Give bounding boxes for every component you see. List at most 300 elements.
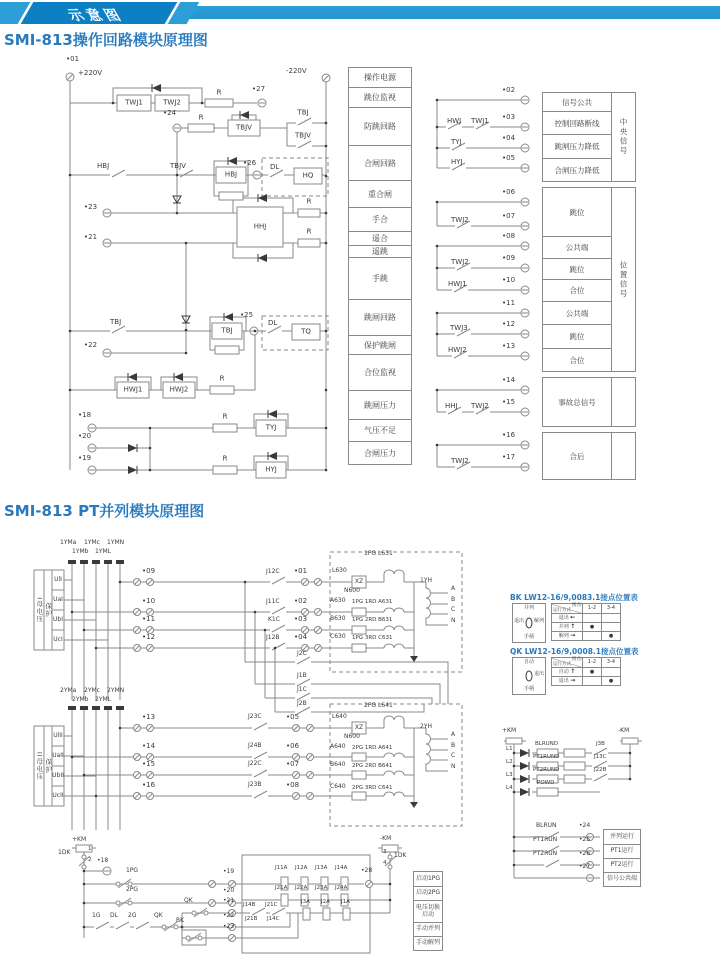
mode-arrow: →: [570, 677, 576, 684]
schematic-label: •23: [223, 923, 235, 930]
table-row: [552, 668, 621, 677]
schematic-label: L630: [332, 567, 347, 574]
signal-row: 信号公共: [562, 97, 592, 107]
schematic-label: J22B: [594, 767, 607, 773]
schematic-label: TWJ3: [450, 324, 468, 332]
schematic-label: 2YMa: [60, 687, 77, 694]
schematic-label: •09: [502, 254, 516, 262]
schematic-label: •03: [502, 113, 516, 121]
signal-row: 合位: [543, 348, 611, 371]
schematic-label: J22A: [295, 885, 308, 891]
mode-cell: [552, 632, 583, 641]
schematic-label: 2YMb: [72, 696, 89, 703]
schematic-label: PT2RUN: [533, 850, 558, 857]
mode-label: 并列: [558, 624, 571, 630]
schematic-label: UcI: [53, 636, 63, 643]
function-row: 遥跳: [348, 245, 412, 258]
schematic-label: J14A: [335, 865, 348, 871]
schematic-label: DL: [270, 163, 280, 171]
schematic-label: R: [222, 454, 228, 463]
signal-row: 事故总信号: [558, 397, 596, 407]
schematic-label: •12: [142, 633, 156, 641]
table-row: [552, 623, 621, 632]
schematic-label: 3: [383, 849, 387, 855]
schematic-label: J11A: [275, 865, 288, 871]
schematic-label: BLRUND: [535, 741, 559, 747]
function-row: 跳闸回路: [348, 299, 412, 336]
mode-arrow: ↑: [570, 623, 576, 630]
schematic-label: •22: [223, 912, 235, 919]
contact-cell: ●: [583, 623, 602, 632]
schematic-label: •20: [78, 432, 92, 440]
switch-label: 自动: [523, 659, 535, 665]
schematic-label: TWJ2: [451, 457, 469, 465]
schematic-label: HBJ: [224, 170, 238, 179]
list-row: 启动1PG: [415, 874, 441, 882]
schematic-label: 2: [88, 857, 92, 863]
signal-row: 公共端: [543, 301, 611, 324]
schematic-label: TBJ: [110, 318, 122, 326]
schematic-label: J2C: [297, 650, 307, 657]
list-row: 并列运行: [609, 832, 634, 840]
schematic-label: J23B: [248, 781, 262, 788]
schematic-label: 1YMa: [60, 539, 77, 546]
switch-label: 手柄: [523, 634, 535, 640]
schematic-label: J1C: [297, 686, 307, 693]
schematic-label: J11C: [266, 598, 280, 605]
signal-row: 跳位: [569, 207, 585, 217]
schematic-label: +220V: [78, 69, 103, 77]
schematic-label: C: [451, 752, 456, 759]
diagram2-title: SMI-813 PT并列模块原理图: [4, 502, 205, 520]
schematic-label: R: [198, 113, 204, 122]
schematic-label: •07: [286, 760, 300, 768]
schematic-label: TBJV: [236, 123, 252, 132]
schematic-label: J23A: [315, 885, 328, 891]
schematic-label: UbI: [53, 616, 63, 623]
list-row: PT2运行: [604, 858, 640, 872]
schematic-label: 1DK: [58, 849, 71, 856]
banner-title: 示意图: [64, 8, 129, 24]
schematic-label: •02: [502, 86, 516, 94]
schematic-label: HHJ: [445, 402, 458, 410]
schematic-label: •20: [223, 887, 235, 894]
mode-label: 退出: [558, 615, 571, 621]
schematic-label: J23C: [248, 713, 262, 720]
switch-handle-icon: [526, 671, 533, 682]
schematic-label: •11: [502, 299, 516, 307]
schematic-label: TBJV: [170, 162, 186, 170]
schematic-label: HHJ: [253, 222, 267, 231]
schematic-label: TWJ2: [471, 402, 489, 410]
schematic-label: 2PG 1RD A641: [352, 745, 393, 751]
schematic-label: •25: [579, 836, 591, 843]
schematic-label: I母电压: [35, 597, 44, 623]
schematic-label: •06: [502, 188, 516, 196]
schematic-label: A: [451, 585, 456, 592]
schematic-label: L640: [332, 713, 347, 720]
schematic-label: •18: [97, 857, 109, 864]
function-row: 气压不足: [348, 419, 412, 442]
function-row: 合闸回路: [348, 145, 412, 181]
schematic-label: •26: [579, 850, 591, 857]
schematic-label: R: [306, 197, 312, 206]
schematic-label: K1C: [268, 616, 280, 623]
table-row: [552, 614, 621, 623]
schematic-label: -220V: [286, 67, 307, 75]
schematic-label: J21A: [275, 885, 288, 891]
mode-arrow: →: [570, 632, 576, 639]
schematic-label: C640: [330, 783, 346, 790]
contact-cell: [583, 632, 602, 641]
schematic-label: J3A: [301, 899, 310, 905]
schematic-label: J12A: [295, 865, 308, 871]
signal-group: [542, 377, 612, 427]
mode-cell: [552, 668, 583, 677]
contact-cell: ●: [583, 668, 602, 677]
schematic-label: PT1RUND: [533, 754, 560, 760]
schematic-label: HWJ1: [448, 280, 467, 288]
table-row: [552, 632, 621, 641]
schematic-label: HWJ1: [123, 385, 143, 394]
schematic-label: HWJ2: [448, 346, 467, 354]
schematic-label: •04: [502, 134, 516, 142]
function-row: 手跳: [348, 257, 412, 300]
signal-row: 跳位: [543, 324, 611, 348]
list-row: 信号公共端: [604, 872, 640, 886]
schematic-label: 1YML: [95, 548, 112, 555]
mode-label: 自动: [558, 669, 571, 675]
schematic-label: XZ: [354, 724, 364, 731]
function-row: 操作电源: [348, 67, 412, 88]
schematic-label: A630: [330, 597, 346, 604]
schematic-label: 2YH: [420, 723, 432, 730]
list-row: PT1运行: [604, 844, 640, 858]
schematic-label: DL: [268, 319, 278, 327]
schematic-label: 2YML: [95, 696, 112, 703]
schematic-label: •10: [142, 597, 156, 605]
schematic-label: J14B: [243, 902, 256, 908]
schematic-label: J24A: [335, 885, 348, 891]
signal-row: 合位: [543, 279, 611, 301]
schematic-label: 1YMN: [107, 539, 125, 546]
schematic-label: 保护: [44, 758, 53, 774]
schematic-label: 2PG 2RD B641: [352, 763, 393, 769]
schematic-label: 2PG L641: [364, 702, 393, 709]
schematic-label: R: [219, 374, 225, 383]
start-function-table: [413, 871, 443, 951]
schematic-label: B: [451, 596, 456, 603]
schematic-label: •21: [223, 897, 235, 904]
schematic-label: TBJV: [295, 131, 311, 140]
contact-cell: [602, 668, 621, 677]
schematic-label: •09: [142, 567, 156, 575]
schematic-label: TQ: [301, 327, 311, 336]
schematic-label: •14: [502, 376, 516, 384]
schematic-label: UaII: [52, 752, 64, 759]
function-row: 保护跳闸: [348, 335, 412, 355]
switch-label: 手柄: [523, 686, 535, 692]
switch-label: 并列: [523, 605, 535, 611]
schematic-label: PT2RUND: [533, 767, 560, 773]
schematic-label: •12: [502, 320, 516, 328]
schematic-label: J1B: [297, 672, 307, 679]
schematic-label: •05: [286, 713, 300, 721]
corner-bottom-label: 运行方式: [553, 661, 571, 667]
schematic-label: J14C: [267, 916, 280, 922]
schematic-label: N600: [344, 587, 360, 594]
schematic-label: HWJ2: [169, 385, 189, 394]
schematic-label: •10: [502, 276, 516, 284]
schematic-label: TWJ2: [451, 258, 469, 266]
signal-group: [542, 432, 612, 480]
schematic-label: J1A: [341, 899, 350, 905]
schematic-label: •19: [78, 454, 92, 462]
schematic-label: QK: [184, 897, 193, 904]
signal-group: [542, 92, 612, 182]
contact-cell: [583, 614, 602, 623]
schematic-label: J21B: [245, 916, 258, 922]
schematic-label: +KM: [502, 727, 517, 734]
list-row: 手动解列: [414, 936, 442, 950]
signal-row: 合闸压力降低: [543, 158, 611, 181]
schematic-label: 2YMN: [107, 687, 125, 694]
mode-cell: [552, 677, 583, 686]
contact-cell: ●: [602, 632, 621, 641]
function-row: 手合: [348, 207, 412, 232]
schematic-label: L1: [506, 746, 513, 752]
switch-label: 退出: [533, 671, 544, 677]
schematic-label: TWJ2: [163, 98, 181, 107]
schematic-label: •08: [286, 781, 300, 789]
corner-cell: [552, 658, 583, 668]
schematic-label: TWJ1: [471, 117, 489, 125]
schematic-label: TWJ2: [451, 216, 469, 224]
schematic-label: +KM: [72, 836, 87, 843]
schematic-label: •26: [243, 159, 257, 167]
contact-position-grid: [551, 657, 621, 686]
mode-label: 退出: [558, 678, 571, 684]
list-row: 启动2PG: [414, 886, 442, 900]
signal-side-cell: 中央信号: [611, 92, 636, 182]
schematic-label: C: [451, 606, 456, 613]
schematic-label: B640: [330, 761, 346, 768]
schematic-label: HWJ: [447, 117, 462, 125]
contact-cell: [602, 614, 621, 623]
function-row: 遥合: [348, 231, 412, 246]
schematic-label: 1YMc: [84, 539, 100, 546]
schematic-label: 1: [88, 846, 92, 852]
schematic-label: L3: [506, 772, 513, 778]
schematic-label: L2: [506, 759, 513, 765]
contact-cell: ●: [602, 677, 621, 686]
function-row: 跳位监视: [348, 87, 412, 108]
schematic-label: 1YMb: [72, 548, 89, 555]
schematic-label: TWJ1: [125, 98, 143, 107]
schematic-label: L4: [506, 785, 513, 791]
schematic-label: •02: [294, 597, 308, 605]
schematic-label: •01: [66, 55, 80, 63]
column-header: 1-2: [583, 604, 602, 614]
switch-handle-icon: [526, 618, 533, 629]
mode-arrow: ↑: [570, 668, 576, 675]
column-header: 3-4: [602, 604, 621, 614]
schematic-label: TBJ: [297, 108, 309, 117]
signal-side-cell: [611, 377, 636, 427]
contact-cell: [583, 677, 602, 686]
schematic-label: •13: [142, 713, 156, 721]
schematic-label: TYJ: [265, 423, 277, 432]
mode-cell: [552, 614, 583, 623]
qk-contact-table: [551, 657, 621, 686]
schematic-label: 2PG: [126, 886, 139, 893]
signal-row: 跳位: [543, 258, 611, 279]
contact-position-grid: [551, 603, 621, 641]
schematic-label: TBJ: [221, 326, 233, 335]
schematic-label: J2A: [321, 899, 330, 905]
run-signal-table: [603, 829, 641, 887]
schematic-label: HYJ: [451, 158, 463, 166]
schematic-label: 1PG: [126, 867, 139, 874]
mode-label: 解列: [558, 633, 571, 639]
schematic-label: •21: [84, 233, 98, 241]
list-row: 电压切换启动: [414, 900, 442, 922]
schematic-label: B630: [330, 615, 346, 622]
function-column: [348, 68, 412, 465]
switch-label: 解列: [533, 618, 544, 624]
schematic-label: •11: [142, 615, 156, 623]
schematic-label: 1PG L631: [364, 550, 393, 557]
column-header: 1-2: [583, 658, 602, 668]
schematic-label: •15: [502, 398, 516, 406]
schematic-label: PT1RUN: [533, 836, 558, 843]
schematic-label: -KM: [618, 727, 630, 734]
schematic-label: J13C: [594, 754, 607, 760]
schematic-label: 1G: [92, 912, 101, 919]
mode-arrow: ←: [570, 614, 576, 621]
schematic-label: •24: [163, 109, 177, 117]
schematic-label: J2B: [297, 700, 307, 707]
schematic-label: •16: [502, 431, 516, 439]
signal-row: 合后: [569, 451, 585, 461]
schematic-label: R: [216, 88, 222, 97]
qk-switch-symbol: [512, 657, 546, 695]
mode-cell: [552, 623, 583, 632]
schematic-label: HBJ: [97, 162, 110, 170]
table-row: [552, 658, 621, 668]
schematic-label: HQ: [302, 171, 314, 180]
signal-row: 跳闸压力降低: [543, 134, 611, 158]
schematic-label: J22C: [248, 760, 262, 767]
schematic-label: -KM: [380, 835, 392, 842]
schematic-label: J12C: [266, 568, 280, 575]
function-row: 跳闸压力: [348, 390, 412, 420]
function-row: 重合闸: [348, 180, 412, 208]
schematic-label: •27: [252, 85, 266, 93]
signal-row: 公共端: [543, 236, 611, 258]
schematic-label: J24B: [248, 742, 262, 749]
corner-top-label: 接点: [572, 603, 581, 608]
schematic-label: A640: [330, 743, 346, 750]
corner-bottom-label: 运行方式: [553, 607, 571, 613]
schematic-label: •15: [142, 760, 156, 768]
bk-table-title: BK LW12-16/9,0083.1接点位置表: [510, 593, 638, 602]
schematic-label: •08: [502, 232, 516, 240]
schematic-label: 2G: [128, 912, 137, 919]
schematic-label: •19: [223, 868, 235, 875]
schematic-label: 4: [383, 860, 387, 866]
schematic-label: C630: [330, 633, 346, 640]
qk-table-title: QK LW12-16/9,0008.1接点位置表: [510, 647, 639, 656]
schematic-label: •16: [142, 781, 156, 789]
schematic-label: TYJ: [451, 138, 462, 146]
bk-switch-symbol: [512, 603, 546, 643]
schematic-label: B: [451, 742, 456, 749]
schematic-label: UaI: [53, 596, 63, 603]
schematic-label: •24: [579, 822, 591, 829]
list-row: 手动并列: [414, 922, 442, 936]
signal-group: [542, 187, 612, 372]
schematic-label: R: [306, 227, 312, 236]
schematic-label: J3B: [596, 741, 605, 747]
function-row: 合闸压力: [348, 441, 412, 465]
corner-cell: [552, 604, 583, 614]
schematic-label: N: [451, 617, 456, 624]
corner-top-label: 接点: [572, 657, 581, 662]
schematic-label: •07: [502, 212, 516, 220]
table-row: [552, 677, 621, 686]
function-row: 防跳回路: [348, 107, 412, 146]
schematic-label: UcII: [52, 792, 64, 799]
schematic-label: 1YH: [420, 577, 432, 584]
schematic-label: HYJ: [265, 465, 277, 474]
schematic-label: •06: [286, 742, 300, 750]
signal-side-cell: [611, 432, 636, 480]
schematic-label: UlII: [53, 732, 63, 739]
schematic-label: QK: [154, 912, 163, 919]
schematic-label: UlI: [54, 576, 62, 583]
schematic-label: 保护: [44, 602, 53, 618]
schematic-label: 2PG 3RD C641: [352, 785, 393, 791]
schematic-label: •23: [84, 203, 98, 211]
schematic-label: J12B: [266, 634, 280, 641]
schematic-label: N600: [344, 733, 360, 740]
schematic-label: XZ: [354, 578, 364, 585]
schematic-label: •05: [502, 154, 516, 162]
schematic-label: •18: [78, 411, 92, 419]
schematic-label: BLRUN: [536, 822, 557, 829]
schematic-label: J21C: [265, 902, 278, 908]
contact-cell: [602, 623, 621, 632]
schematic-label: 1DK: [394, 852, 407, 859]
schematic-label: J13A: [315, 865, 328, 871]
schematic-label: •28: [361, 867, 373, 874]
schematic-label: •03: [294, 615, 308, 623]
schematic-label: 2YMc: [84, 687, 100, 694]
schematic-label: UbII: [52, 772, 64, 779]
schematic-label: •01: [294, 567, 308, 575]
schematic-label: •04: [294, 633, 308, 641]
schematic-label: DL: [110, 912, 118, 919]
bk-contact-table: [551, 603, 621, 641]
schematic-label: 1PG 3RD C631: [352, 635, 393, 641]
schematic-label: II母电压: [35, 751, 44, 781]
function-row: 合位监视: [348, 354, 412, 391]
schematic-label: A: [451, 731, 456, 738]
schematic-label: •25: [240, 311, 254, 319]
table-row: [552, 604, 621, 614]
schematic-label: N: [451, 763, 456, 770]
